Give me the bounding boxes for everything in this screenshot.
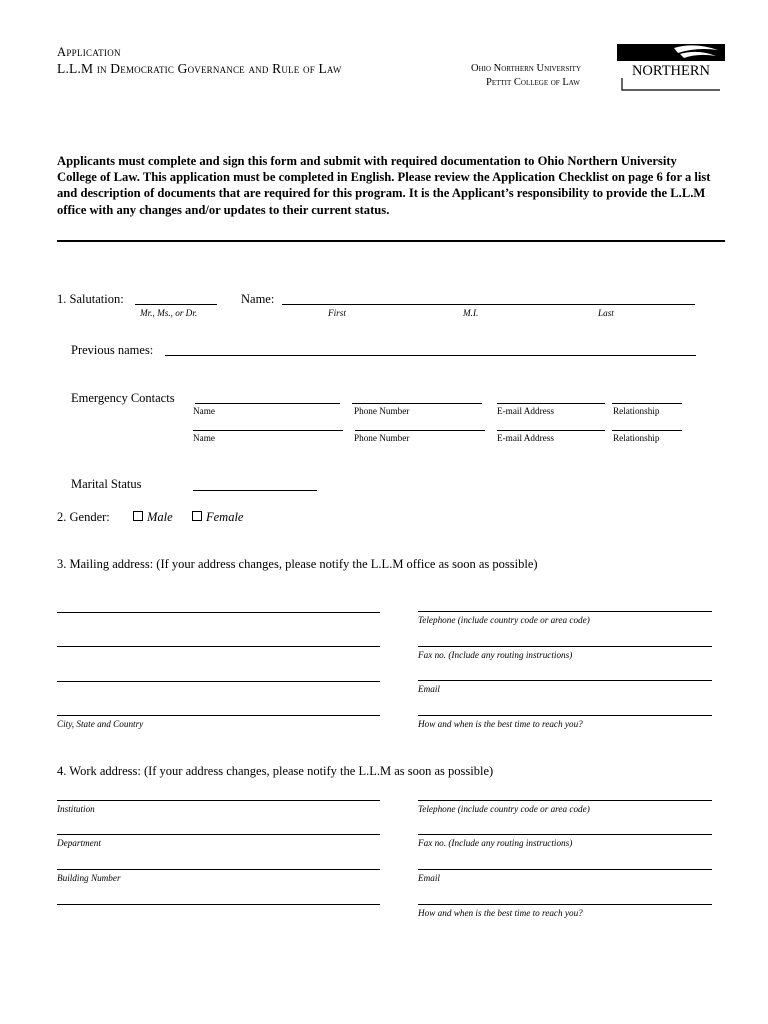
previous-names-field[interactable] [165, 355, 696, 356]
mailing-best-time-field[interactable] [418, 715, 712, 716]
salutation-field[interactable] [135, 304, 217, 305]
work-best-time-field[interactable] [418, 904, 712, 905]
emergency-phone-field-2[interactable] [355, 430, 485, 431]
application-label: Application [57, 45, 121, 59]
emergency-email-field-1[interactable] [497, 403, 605, 404]
emergency-relationship-caption-2: Relationship [613, 433, 660, 443]
mailing-address-line-3[interactable] [57, 681, 380, 682]
mailing-address-title: 3. Mailing address: (If your address changes, please notify the L.L.M office as soon as possible) [57, 557, 538, 571]
emergency-relationship-field-2[interactable] [612, 430, 682, 431]
mailing-best-time-caption: How and when is the best time to reach you? [418, 719, 583, 729]
work-institution-caption: Institution [57, 804, 95, 814]
male-label: Male [147, 510, 173, 524]
female-checkbox[interactable] [192, 511, 202, 521]
gender-label: 2. Gender: [57, 510, 110, 524]
work-building-caption: Building Number [57, 873, 121, 883]
mailing-city-field[interactable] [57, 715, 380, 716]
marital-status-field[interactable] [193, 490, 317, 491]
name-last-hint: Last [598, 308, 614, 318]
work-fax-caption: Fax no. (Include any routing instructions) [418, 838, 573, 848]
work-department-caption: Department [57, 838, 101, 848]
salutation-hint: Mr., Ms., or Dr. [140, 308, 198, 318]
work-email-caption: Email [418, 873, 440, 883]
male-checkbox[interactable] [133, 511, 143, 521]
mailing-fax-caption: Fax no. (Include any routing instructions) [418, 650, 573, 660]
work-building-field[interactable] [57, 869, 380, 870]
college-name: Pettit College of Law [486, 77, 580, 88]
name-mi-hint: M.I. [463, 308, 479, 318]
name-label: Name: [241, 292, 275, 306]
university-name: Ohio Northern University [471, 63, 582, 74]
mailing-fax-field[interactable] [418, 646, 712, 647]
work-department-field[interactable] [57, 834, 380, 835]
mailing-address-line-2[interactable] [57, 646, 380, 647]
mailing-email-caption: Email [418, 684, 440, 694]
gender-female-option[interactable] [192, 510, 243, 525]
emergency-phone-caption: Phone Number [354, 406, 410, 416]
work-best-time-caption: How and when is the best time to reach you? [418, 908, 583, 918]
emergency-email-field-2[interactable] [497, 430, 605, 431]
marital-status-label: Marital Status [71, 477, 142, 491]
program-title: L.L.M in Democratic Governance and Rule of Law [57, 61, 342, 76]
emergency-relationship-field-1[interactable] [612, 403, 682, 404]
northern-logo [616, 44, 726, 92]
emergency-name-field-2[interactable] [193, 430, 343, 431]
mailing-city-caption: City, State and Country [57, 719, 144, 729]
emergency-name-field-1[interactable] [195, 403, 340, 404]
name-first-hint: First [328, 308, 346, 318]
logo-text: NORTHERN [631, 63, 711, 79]
work-telephone-field[interactable] [418, 800, 712, 801]
mailing-telephone-caption: Telephone (include country code or area code) [418, 615, 590, 625]
previous-names-label: Previous names: [71, 343, 154, 357]
work-email-field[interactable] [418, 869, 712, 870]
female-label: Female [206, 510, 244, 524]
emergency-contacts-label: Emergency Contacts [71, 391, 175, 405]
emergency-email-caption-2: E-mail Address [497, 433, 554, 443]
emergency-relationship-caption: Relationship [613, 406, 660, 416]
section-divider [57, 240, 725, 242]
emergency-email-caption: E-mail Address [497, 406, 554, 416]
salutation-label: 1. Salutation: [57, 292, 124, 306]
emergency-phone-caption-2: Phone Number [354, 433, 410, 443]
logo-mark-icon [616, 44, 726, 92]
emergency-phone-field-1[interactable] [352, 403, 482, 404]
work-institution-field[interactable] [57, 800, 380, 801]
mailing-address-line-1[interactable] [57, 612, 380, 613]
work-address-title: 4. Work address: (If your address changes, please notify the L.L.M as soon as possible) [57, 764, 494, 778]
work-fax-field[interactable] [418, 834, 712, 835]
name-field[interactable] [282, 304, 695, 305]
mailing-telephone-field[interactable] [418, 611, 712, 612]
work-extra-line[interactable] [57, 904, 380, 905]
emergency-name-caption-2: Name [193, 433, 215, 443]
emergency-name-caption: Name [193, 406, 215, 416]
gender-male-option[interactable] [133, 510, 173, 525]
intro-instructions: Applicants must complete and sign this form and submit with required documentation to Ohio Northern University College of Law. This application must be completed in English. Please review the Application Checklist on page 6 for a list and description of documents that are required for this program. It is the Applicant’s responsibility to provide the L.L.M office with any changes and/or updates to their current status. [57, 154, 711, 217]
mailing-email-field[interactable] [418, 680, 712, 681]
work-telephone-caption: Telephone (include country code or area code) [418, 804, 590, 814]
